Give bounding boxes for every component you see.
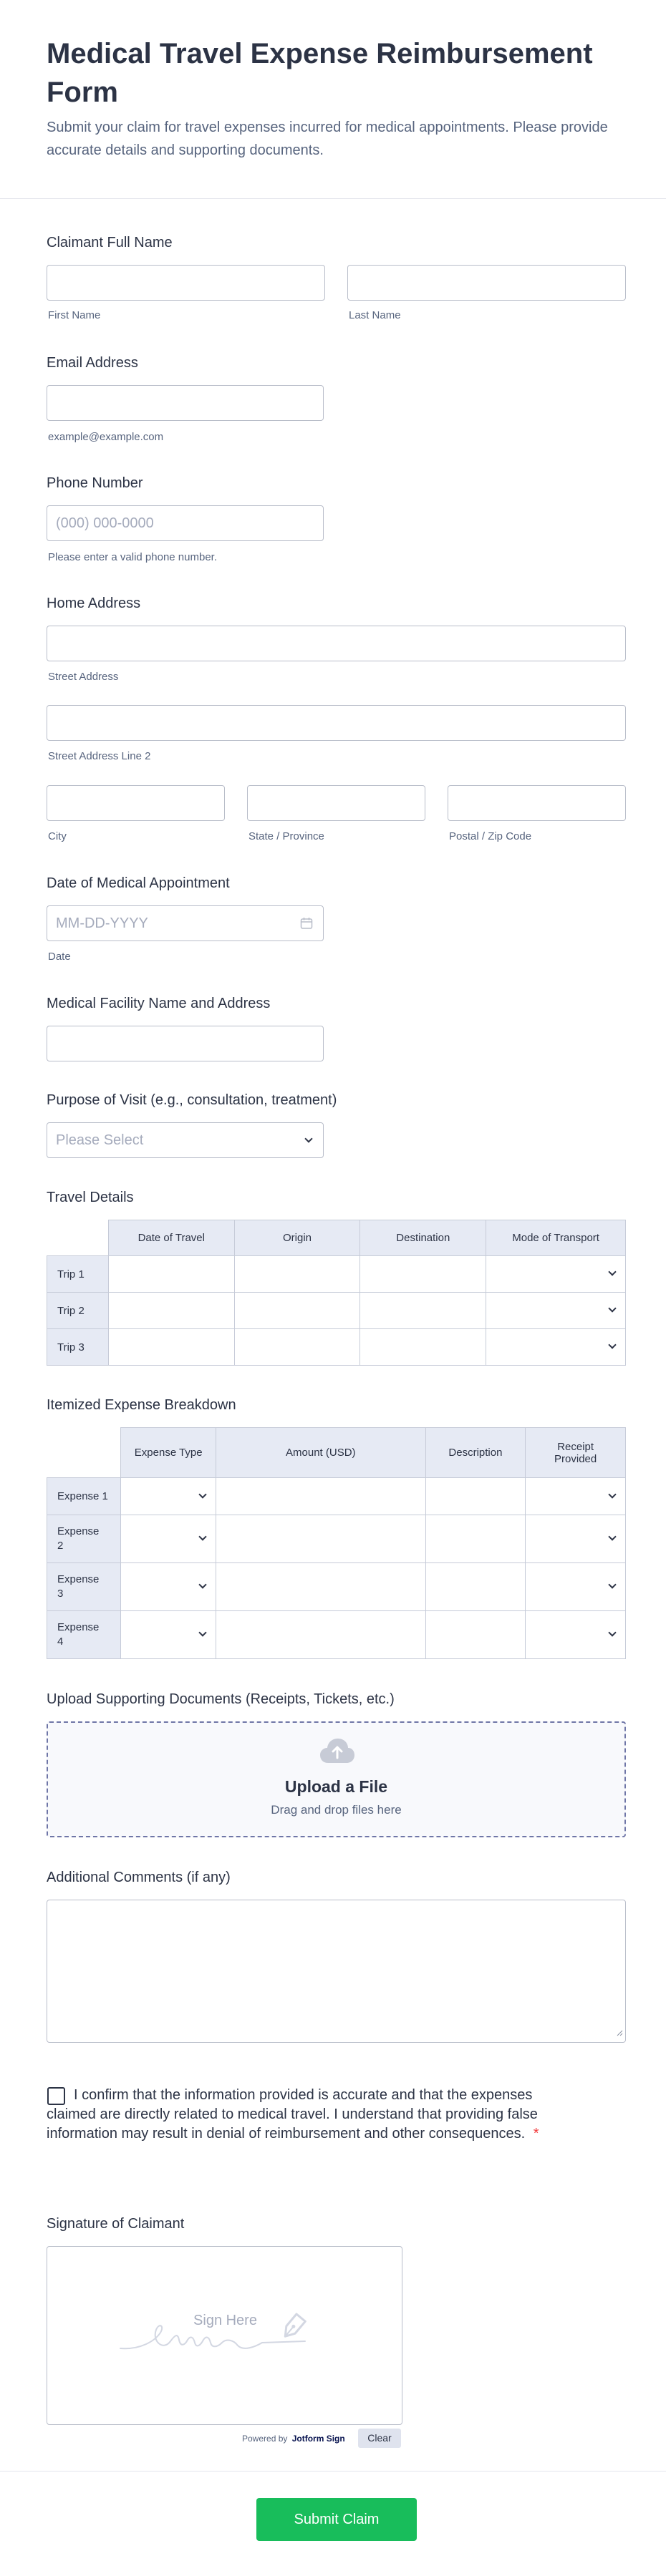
chevron-down-icon <box>198 1580 206 1588</box>
signature-label: Signature of Claimant <box>47 2216 185 2232</box>
form-header <box>0 0 666 199</box>
first-name-sublabel: First Name <box>48 309 101 321</box>
table-corner <box>47 1428 121 1478</box>
table-row <box>47 1329 626 1366</box>
chevron-down-icon <box>198 1532 206 1540</box>
description-cell[interactable] <box>425 1563 526 1611</box>
required-mark: * <box>533 2126 539 2142</box>
zip-sublabel: Postal / Zip Code <box>449 830 532 842</box>
table-row <box>47 1563 626 1611</box>
comments-textarea[interactable] <box>47 1900 626 2043</box>
calendar-icon[interactable] <box>300 917 313 933</box>
column-header: Receipt Provided <box>526 1428 626 1478</box>
column-header: Mode of Transport <box>486 1220 626 1256</box>
expense-type-select[interactable] <box>121 1478 216 1515</box>
description-cell[interactable] <box>425 1478 526 1515</box>
origin-cell[interactable] <box>234 1329 360 1366</box>
phone-label: Phone Number <box>47 475 143 491</box>
file-upload-dropzone[interactable] <box>47 1721 626 1837</box>
row-header: Expense 1 <box>47 1478 121 1515</box>
row-header: Expense 2 <box>47 1515 121 1563</box>
column-header: Amount (USD) <box>216 1428 426 1478</box>
chevron-down-icon <box>198 1490 206 1498</box>
upload-hint: Drag and drop files here <box>271 1803 402 1817</box>
destination-cell[interactable] <box>360 1329 486 1366</box>
upload-label: Upload Supporting Documents (Receipts, Tickets, etc.) <box>47 1691 395 1707</box>
row-header: Expense 4 <box>47 1611 121 1659</box>
origin-cell[interactable] <box>234 1256 360 1293</box>
city-sublabel: City <box>48 830 67 842</box>
table-row <box>47 1293 626 1329</box>
confirm-text: I confirm that the information provided is accurate and that the expenses claimed are directly related to medical travel. I understand that providing false information may result in denial of reimbursement and other consequences. <box>47 2087 538 2142</box>
date-of-travel-cell[interactable] <box>108 1256 234 1293</box>
signature-pad[interactable] <box>47 2246 402 2425</box>
email-input[interactable] <box>47 385 324 421</box>
expense-type-select[interactable] <box>121 1515 216 1563</box>
column-header: Destination <box>360 1220 486 1256</box>
upload-title: Upload a File <box>284 1777 388 1796</box>
email-label: Email Address <box>47 355 138 371</box>
first-name-input[interactable] <box>47 265 325 301</box>
zip-input[interactable] <box>448 785 626 821</box>
clear-signature-button[interactable]: Clear <box>358 2429 401 2448</box>
chevron-down-icon <box>608 1628 616 1636</box>
signature-placeholder: Sign Here <box>193 2313 257 2328</box>
claimant-name-label: Claimant Full Name <box>47 235 173 251</box>
expense-type-select[interactable] <box>121 1611 216 1659</box>
column-header: Origin <box>234 1220 360 1256</box>
phone-placeholder: (000) 000-0000 <box>56 515 154 531</box>
mode-of-transport-select[interactable] <box>486 1329 626 1366</box>
last-name-input[interactable] <box>347 265 626 301</box>
resize-handle-icon[interactable] <box>616 2027 623 2040</box>
column-header: Date of Travel <box>108 1220 234 1256</box>
last-name-sublabel: Last Name <box>349 309 401 321</box>
receipt-provided-select[interactable] <box>526 1563 626 1611</box>
state-input[interactable] <box>247 785 425 821</box>
table-corner <box>47 1220 109 1256</box>
date-of-travel-cell[interactable] <box>108 1329 234 1366</box>
powered-by-brand: Jotform Sign <box>291 2434 345 2444</box>
cloud-upload-icon <box>319 1737 355 1768</box>
mode-of-transport-select[interactable] <box>486 1256 626 1293</box>
row-header: Trip 1 <box>47 1256 109 1293</box>
powered-by <box>242 2434 345 2444</box>
destination-cell[interactable] <box>360 1293 486 1329</box>
chevron-down-icon <box>608 1580 616 1588</box>
submit-claim-button[interactable]: Submit Claim <box>256 2498 417 2541</box>
table-row <box>47 1478 626 1515</box>
chevron-down-icon <box>608 1532 616 1540</box>
facility-label: Medical Facility Name and Address <box>47 996 271 1011</box>
purpose-placeholder: Please Select <box>56 1132 144 1148</box>
table-row <box>47 1256 626 1293</box>
row-header: Trip 2 <box>47 1293 109 1329</box>
chevron-down-icon <box>608 1304 616 1312</box>
mode-of-transport-select[interactable] <box>486 1293 626 1329</box>
receipt-provided-select[interactable] <box>526 1611 626 1659</box>
expense-breakdown-label: Itemized Expense Breakdown <box>47 1397 236 1413</box>
street-address-sublabel: Street Address <box>48 671 119 683</box>
purpose-select[interactable] <box>47 1122 324 1158</box>
purpose-label: Purpose of Visit (e.g., consultation, treatment) <box>47 1092 337 1108</box>
amount-cell[interactable] <box>216 1563 426 1611</box>
expense-breakdown-table <box>47 1427 626 1659</box>
appointment-date-label: Date of Medical Appointment <box>47 875 230 891</box>
origin-cell[interactable] <box>234 1293 360 1329</box>
column-header: Expense Type <box>121 1428 216 1478</box>
street-address-2-sublabel: Street Address Line 2 <box>48 750 151 762</box>
column-header: Description <box>425 1428 526 1478</box>
date-sublabel: Date <box>48 951 71 963</box>
comments-label: Additional Comments (if any) <box>47 1870 231 1885</box>
amount-cell[interactable] <box>216 1611 426 1659</box>
powered-by-prefix: Powered by <box>242 2434 288 2444</box>
row-header: Expense 3 <box>47 1563 121 1611</box>
chevron-down-icon <box>304 1134 312 1142</box>
facility-input[interactable] <box>47 1026 324 1061</box>
receipt-provided-select[interactable] <box>526 1478 626 1515</box>
table-row <box>47 1515 626 1563</box>
date-placeholder: MM-DD-YYYY <box>56 915 148 931</box>
address-label: Home Address <box>47 596 141 611</box>
chevron-down-icon <box>198 1628 206 1636</box>
chevron-down-icon <box>608 1341 616 1348</box>
amount-cell[interactable] <box>216 1515 426 1563</box>
phone-input[interactable] <box>47 505 324 541</box>
phone-sublabel: Please enter a valid phone number. <box>48 551 217 563</box>
chevron-down-icon <box>608 1490 616 1498</box>
destination-cell[interactable] <box>360 1256 486 1293</box>
confirm-statement <box>47 2086 576 2144</box>
travel-details-label: Travel Details <box>47 1190 134 1205</box>
city-input[interactable] <box>47 785 225 821</box>
travel-details-table <box>47 1220 626 1366</box>
page-subtitle: Submit your claim for travel expenses incurred for medical appointments. Please provide accurate details and supporting documents. <box>47 120 608 158</box>
expense-type-select[interactable] <box>121 1563 216 1611</box>
appointment-date-input[interactable] <box>47 905 324 941</box>
street-address-input[interactable] <box>47 626 626 661</box>
table-row <box>47 1611 626 1659</box>
receipt-provided-select[interactable] <box>526 1515 626 1563</box>
chevron-down-icon <box>608 1268 616 1275</box>
amount-cell[interactable] <box>216 1478 426 1515</box>
street-address-2-input[interactable] <box>47 705 626 741</box>
row-header: Trip 3 <box>47 1329 109 1366</box>
email-sublabel: example@example.com <box>48 431 164 443</box>
description-cell[interactable] <box>425 1611 526 1659</box>
state-sublabel: State / Province <box>248 830 324 842</box>
description-cell[interactable] <box>425 1515 526 1563</box>
date-of-travel-cell[interactable] <box>108 1293 234 1329</box>
page-title: Medical Travel Expense Reimbursement Form <box>47 38 593 108</box>
